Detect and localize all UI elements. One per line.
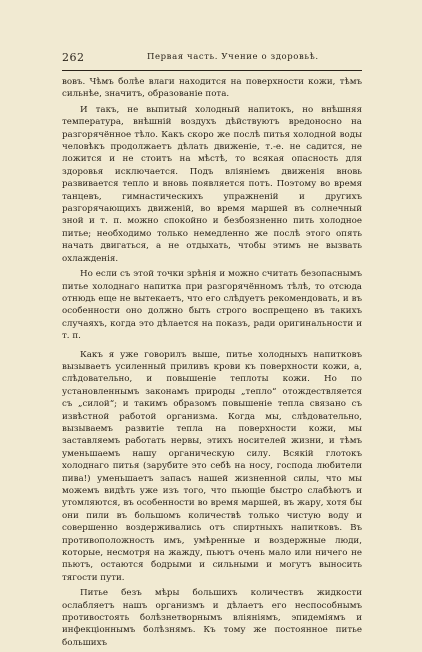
- paragraph: вовъ. Чѣмъ болѣе влаги находится на поверхности кожи, тѣмъ сильнѣе, значитъ, образованіе пота.: [62, 77, 362, 100]
- header-rule: [62, 70, 362, 71]
- page-number: 262: [62, 51, 85, 64]
- running-title: Первая часть. Учение о здоровьѣ.: [147, 52, 319, 62]
- page-header: [62, 50, 362, 66]
- paragraph: Какъ я уже говорилъ выше, питье холодныхъ напитковъ вызываетъ усиленный приливъ крови къ поверхности кожи, а, слѣдовательно, и повышеніе теплоты кожи. Но по установленнымъ законамъ природы „тепло“ отождествляется съ „силой“; и такимъ образомъ повышеніе тепла связано съ извѣстной работой организма. Когда мы, слѣдовательно, вызываемъ развитіе тепла на поверхности кожи, мы заставляемъ работать нервы, этихъ носителей жизни, и тѣмъ уменьшаемъ нашу органическую силу. Всякій глотокъ холоднаго питья (зарубите это себѣ на носу, господа любители пива!) уменьшаетъ запасъ нашей жизненной силы, что мы можемъ видѣть уже изъ того, что пьющіе быстро слабѣютъ и утомляются, въ особенности во время маршей, въ жару, хотя бы они пили въ большомъ количествѣ только чистую воду и совершенно воздерживались отъ спиртныхъ напитковъ. Въ противоположность имъ, умѣренные и воздержные люди, которые, несмотря на жажду, пьютъ очень мало или ничего не пьютъ, остаются бодрыми и сильными и могутъ выносить тягости пути.: [62, 349, 362, 583]
- paragraph: И такъ, не выпитый холодный напитокъ, но внѣшняя температура, внѣшній воздухъ дѣйствуютъ вредоносно на разгорячённое тѣло. Какъ скоро же послѣ питья холодной воды человѣкъ продолжаетъ дѣлать движеніе, т.-е. не садится, не ложится и не стоитъ на мѣстѣ, то всякая опасность для здоровья исключается. Подъ вліяніемъ движенія вновь развивается тепло и вновь появляется потъ. Поэтому во время танцевъ, гимнастическихъ упражненій и другихъ разгорячающихъ движеній, во время маршей въ солнечный зной и т. п. можно спокойно и безбоязненно пить холодное питье; необходимо только немедленно же послѣ этого опять начать двигаться, а не отдыхать, чтобы этимъ не вызвать охлажденія.: [62, 104, 362, 264]
- paragraph: Но если съ этой точки зрѣнія и можно считать безопаснымъ питье холоднаго напитка при разгорячённомъ тѣлѣ, то отсюда отнюдь еще не вытекаетъ, что его слѣдуетъ рекомендовать, и въ особенности оно должно быть строго воспрещено въ такихъ случаяхъ, когда это дѣлается на показъ, ради оригинальности и т. п.: [62, 269, 362, 342]
- page-body: [62, 76, 362, 652]
- paragraph: Питье безъ мѣры большихъ количествъ жидкости ослабляетъ нашъ организмъ и дѣлаетъ его неспособнымъ противостоять болѣзнетворнымъ вліяніямъ, эпидеміямъ и инфекціоннымъ болѣзнямъ. Къ тому же постоянное питье большихъ: [62, 588, 362, 648]
